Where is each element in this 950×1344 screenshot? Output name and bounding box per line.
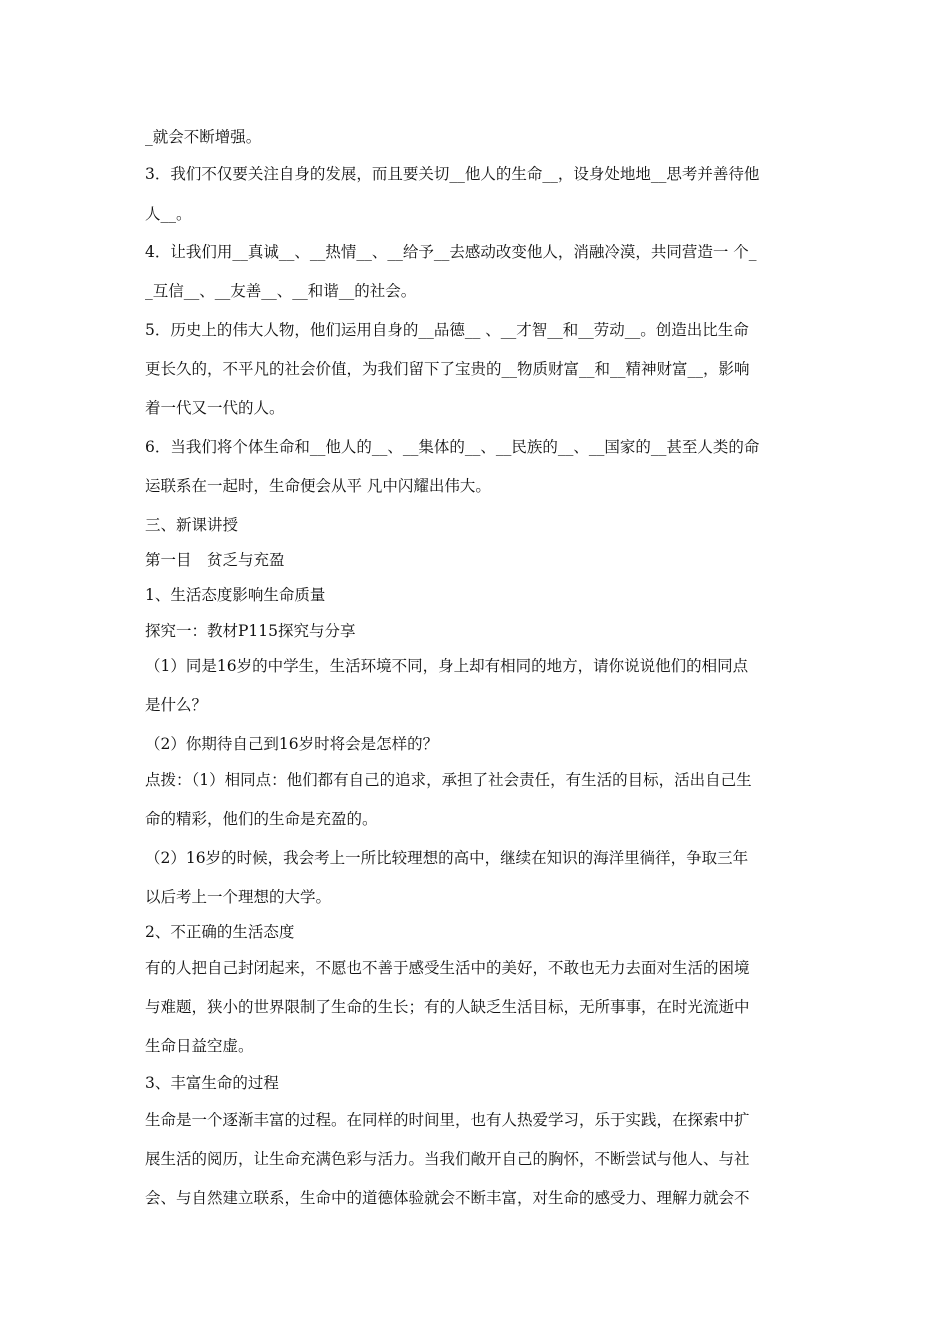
text-line: 5．历史上的伟大人物，他们运用自身的__品德__ 、__才智__和__劳动__。创造出比生命 — [145, 321, 749, 339]
text-line: 4．让我们用__真诚__、__热情__、__给予__去感动改变他人，消融冷漠，共同营造一 个_ — [145, 243, 757, 261]
text-line: 更长久的，不平凡的社会价值，为我们留下了宝贵的__物质财富__和__精神财富__，影响 — [145, 360, 750, 378]
text-line: 有的人把自己封闭起来，不愿也不善于感受生活中的美好，不敢也无力去面对生活的困境 — [145, 959, 750, 977]
item-heading: 2、不正确的生活态度 — [145, 923, 295, 941]
text-line: _就会不断增强。 — [145, 128, 262, 146]
text-line: （2）16岁的时候，我会考上一所比较理想的高中，继续在知识的海洋里徜徉，争取三年 — [145, 849, 749, 867]
subsection-heading: 第一目 贫乏与充盈 — [145, 551, 285, 569]
text-line: 命的精彩，他们的生命是充盈的。 — [145, 810, 378, 828]
text-line: 会、与自然建立联系，生命中的道德体验就会不断丰富，对生命的感受力、理解力就会不 — [145, 1189, 750, 1207]
text-line: 探究一：教材P115探究与分享 — [145, 622, 356, 640]
text-line: 3．我们不仅要关注自身的发展，而且要关切__他人的生命__，设身处地地__思考并善待他 — [145, 165, 760, 183]
text-line: 人__。 — [145, 205, 192, 223]
section-heading: 三、新课讲授 — [145, 516, 239, 534]
item-heading: 1、生活态度影响生命质量 — [145, 586, 326, 604]
text-line: 着一代又一代的人。 — [145, 399, 285, 417]
text-line: 与难题，狭小的世界限制了生命的生长；有的人缺乏生活目标，无所事事，在时光流逝中 — [145, 998, 750, 1016]
text-line: 运联系在一起时，生命便会从平 凡中闪耀出伟大。 — [145, 477, 491, 495]
text-line: 生命日益空虚。 — [145, 1037, 254, 1055]
text-line: （1）同是16岁的中学生，生活环境不同，身上却有相同的地方，请你说说他们的相同点 — [145, 657, 749, 675]
text-line: 是什么？ — [145, 696, 208, 714]
text-line: 6．当我们将个体生命和__他人的__、__集体的__、__民族的__、__国家的__甚至人类的命 — [145, 438, 760, 456]
text-line: 点拨：（1）相同点：他们都有自己的追求，承担了社会责任，有生活的目标，活出自己生 — [145, 771, 752, 789]
text-line: 以后考上一个理想的大学。 — [145, 888, 332, 906]
text-line: 展生活的阅历，让生命充满色彩与活力。当我们敞开自己的胸怀，不断尝试与他人、与社 — [145, 1150, 750, 1168]
text-line: 生命是一个逐渐丰富的过程。在同样的时间里，也有人热爱学习，乐于实践，在探索中扩 — [145, 1111, 750, 1129]
text-line: （2）你期待自己到16岁时将会是怎样的？ — [145, 735, 439, 753]
item-heading: 3、丰富生命的过程 — [145, 1074, 279, 1092]
text-line: _互信__、__友善__、__和谐__的社会。 — [145, 282, 417, 300]
